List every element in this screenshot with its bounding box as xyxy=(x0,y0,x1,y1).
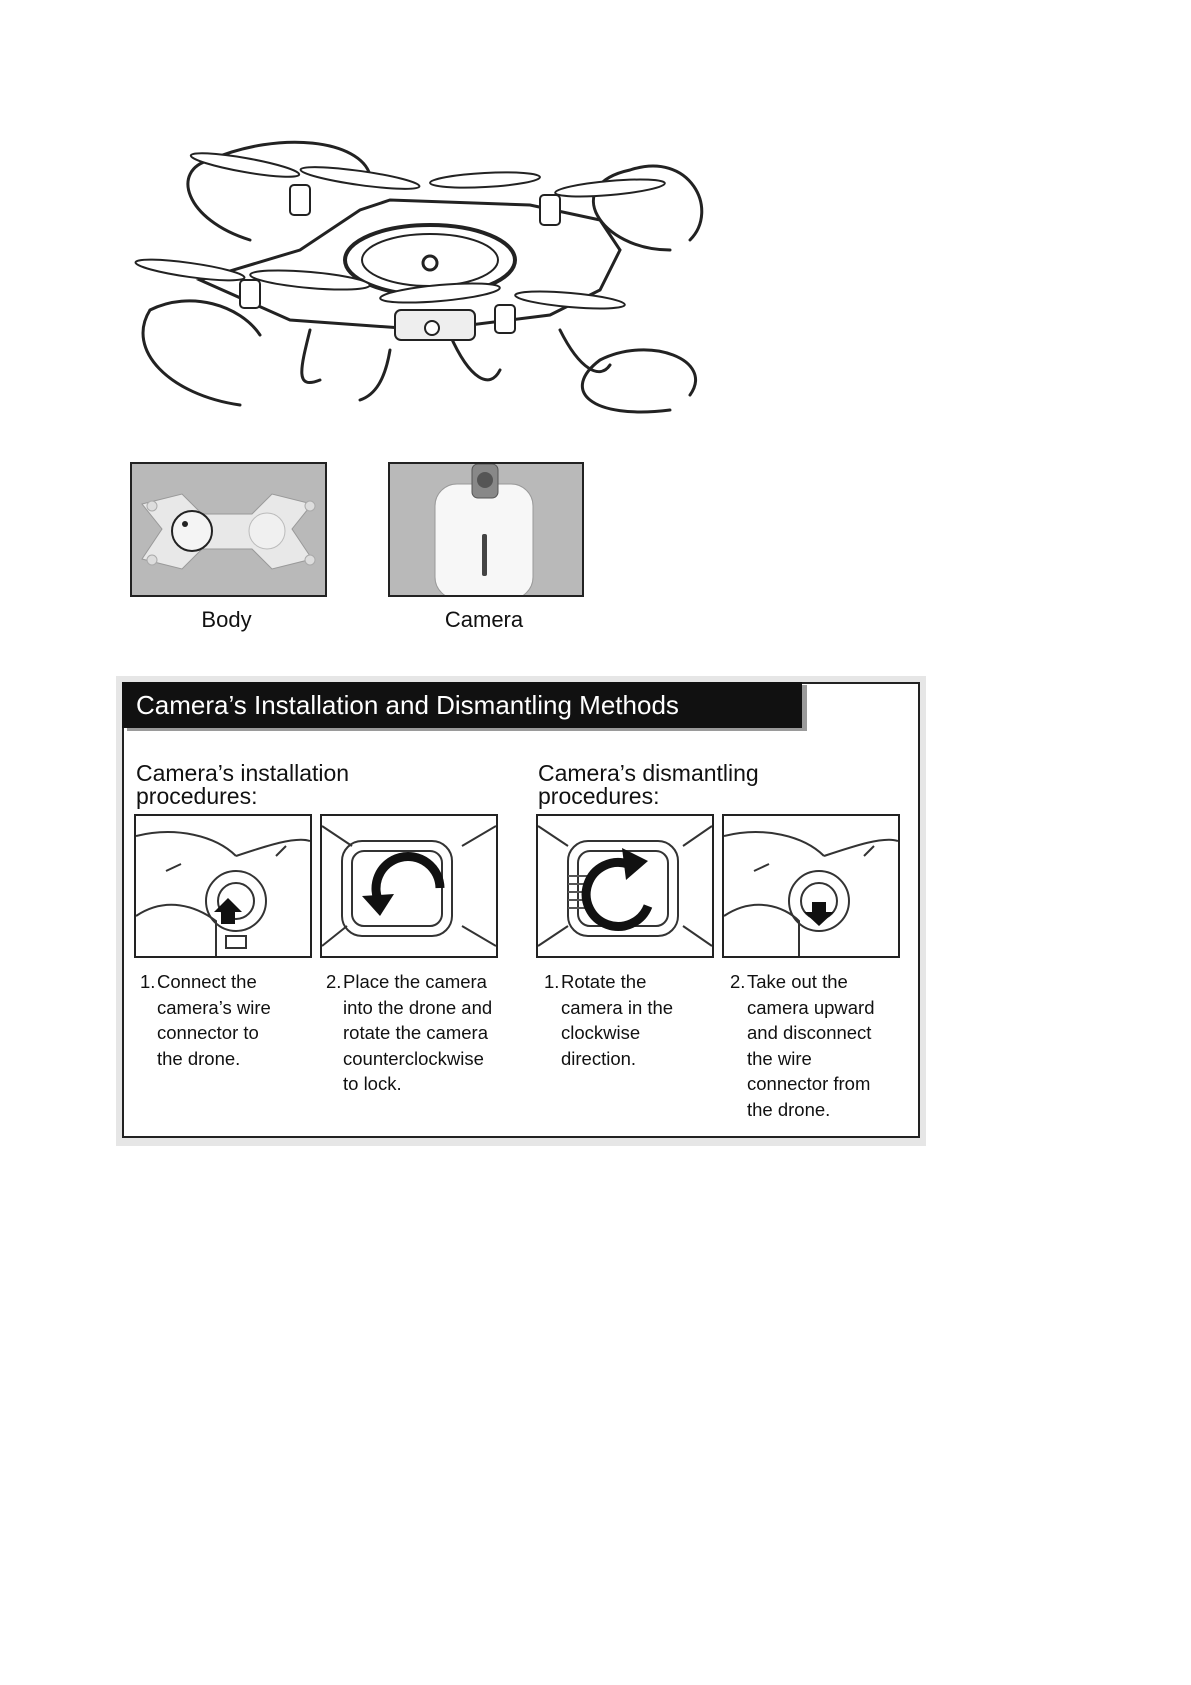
install-step-2-text: 2. Place the camera into the drone and rotate the camera counterclockwise to lock. xyxy=(326,971,493,1094)
rotate-clockwise-icon xyxy=(538,816,712,956)
dismantle-step-1-text: 1. Rotate the camera in the clockwise direction. xyxy=(544,971,674,1069)
instructions-panel xyxy=(116,676,926,1146)
take-out-camera-icon xyxy=(724,816,898,956)
install-step-1-text: 1. Connect the camera’s wire connector to the drone. xyxy=(140,971,271,1069)
body-thumbnail xyxy=(130,462,327,597)
dismantle-step-1-image xyxy=(536,814,714,958)
drone-icon xyxy=(130,130,750,430)
install-step-2-image xyxy=(320,814,498,958)
drone-illustration xyxy=(130,130,750,430)
dismantling-heading: Camera’s dismantling procedures: xyxy=(538,760,759,809)
body-caption: Body xyxy=(201,607,252,632)
camera-thumbnail xyxy=(388,462,584,597)
install-step-1-image xyxy=(134,814,312,958)
camera-module-icon xyxy=(390,464,582,595)
installation-heading: Camera’s installation procedures: xyxy=(136,760,350,809)
connect-wire-icon xyxy=(136,816,310,956)
dismantle-step-2-image xyxy=(722,814,900,958)
dismantle-step-2-text: 2. Take out the camera upward and disconnect the wire connector from the drone. xyxy=(730,971,875,1120)
camera-caption: Camera xyxy=(444,607,524,632)
drone-body-icon xyxy=(132,464,325,595)
rotate-counterclockwise-icon xyxy=(322,816,496,956)
panel-title: Camera’s Installation and Dismantling Methods xyxy=(122,682,802,728)
